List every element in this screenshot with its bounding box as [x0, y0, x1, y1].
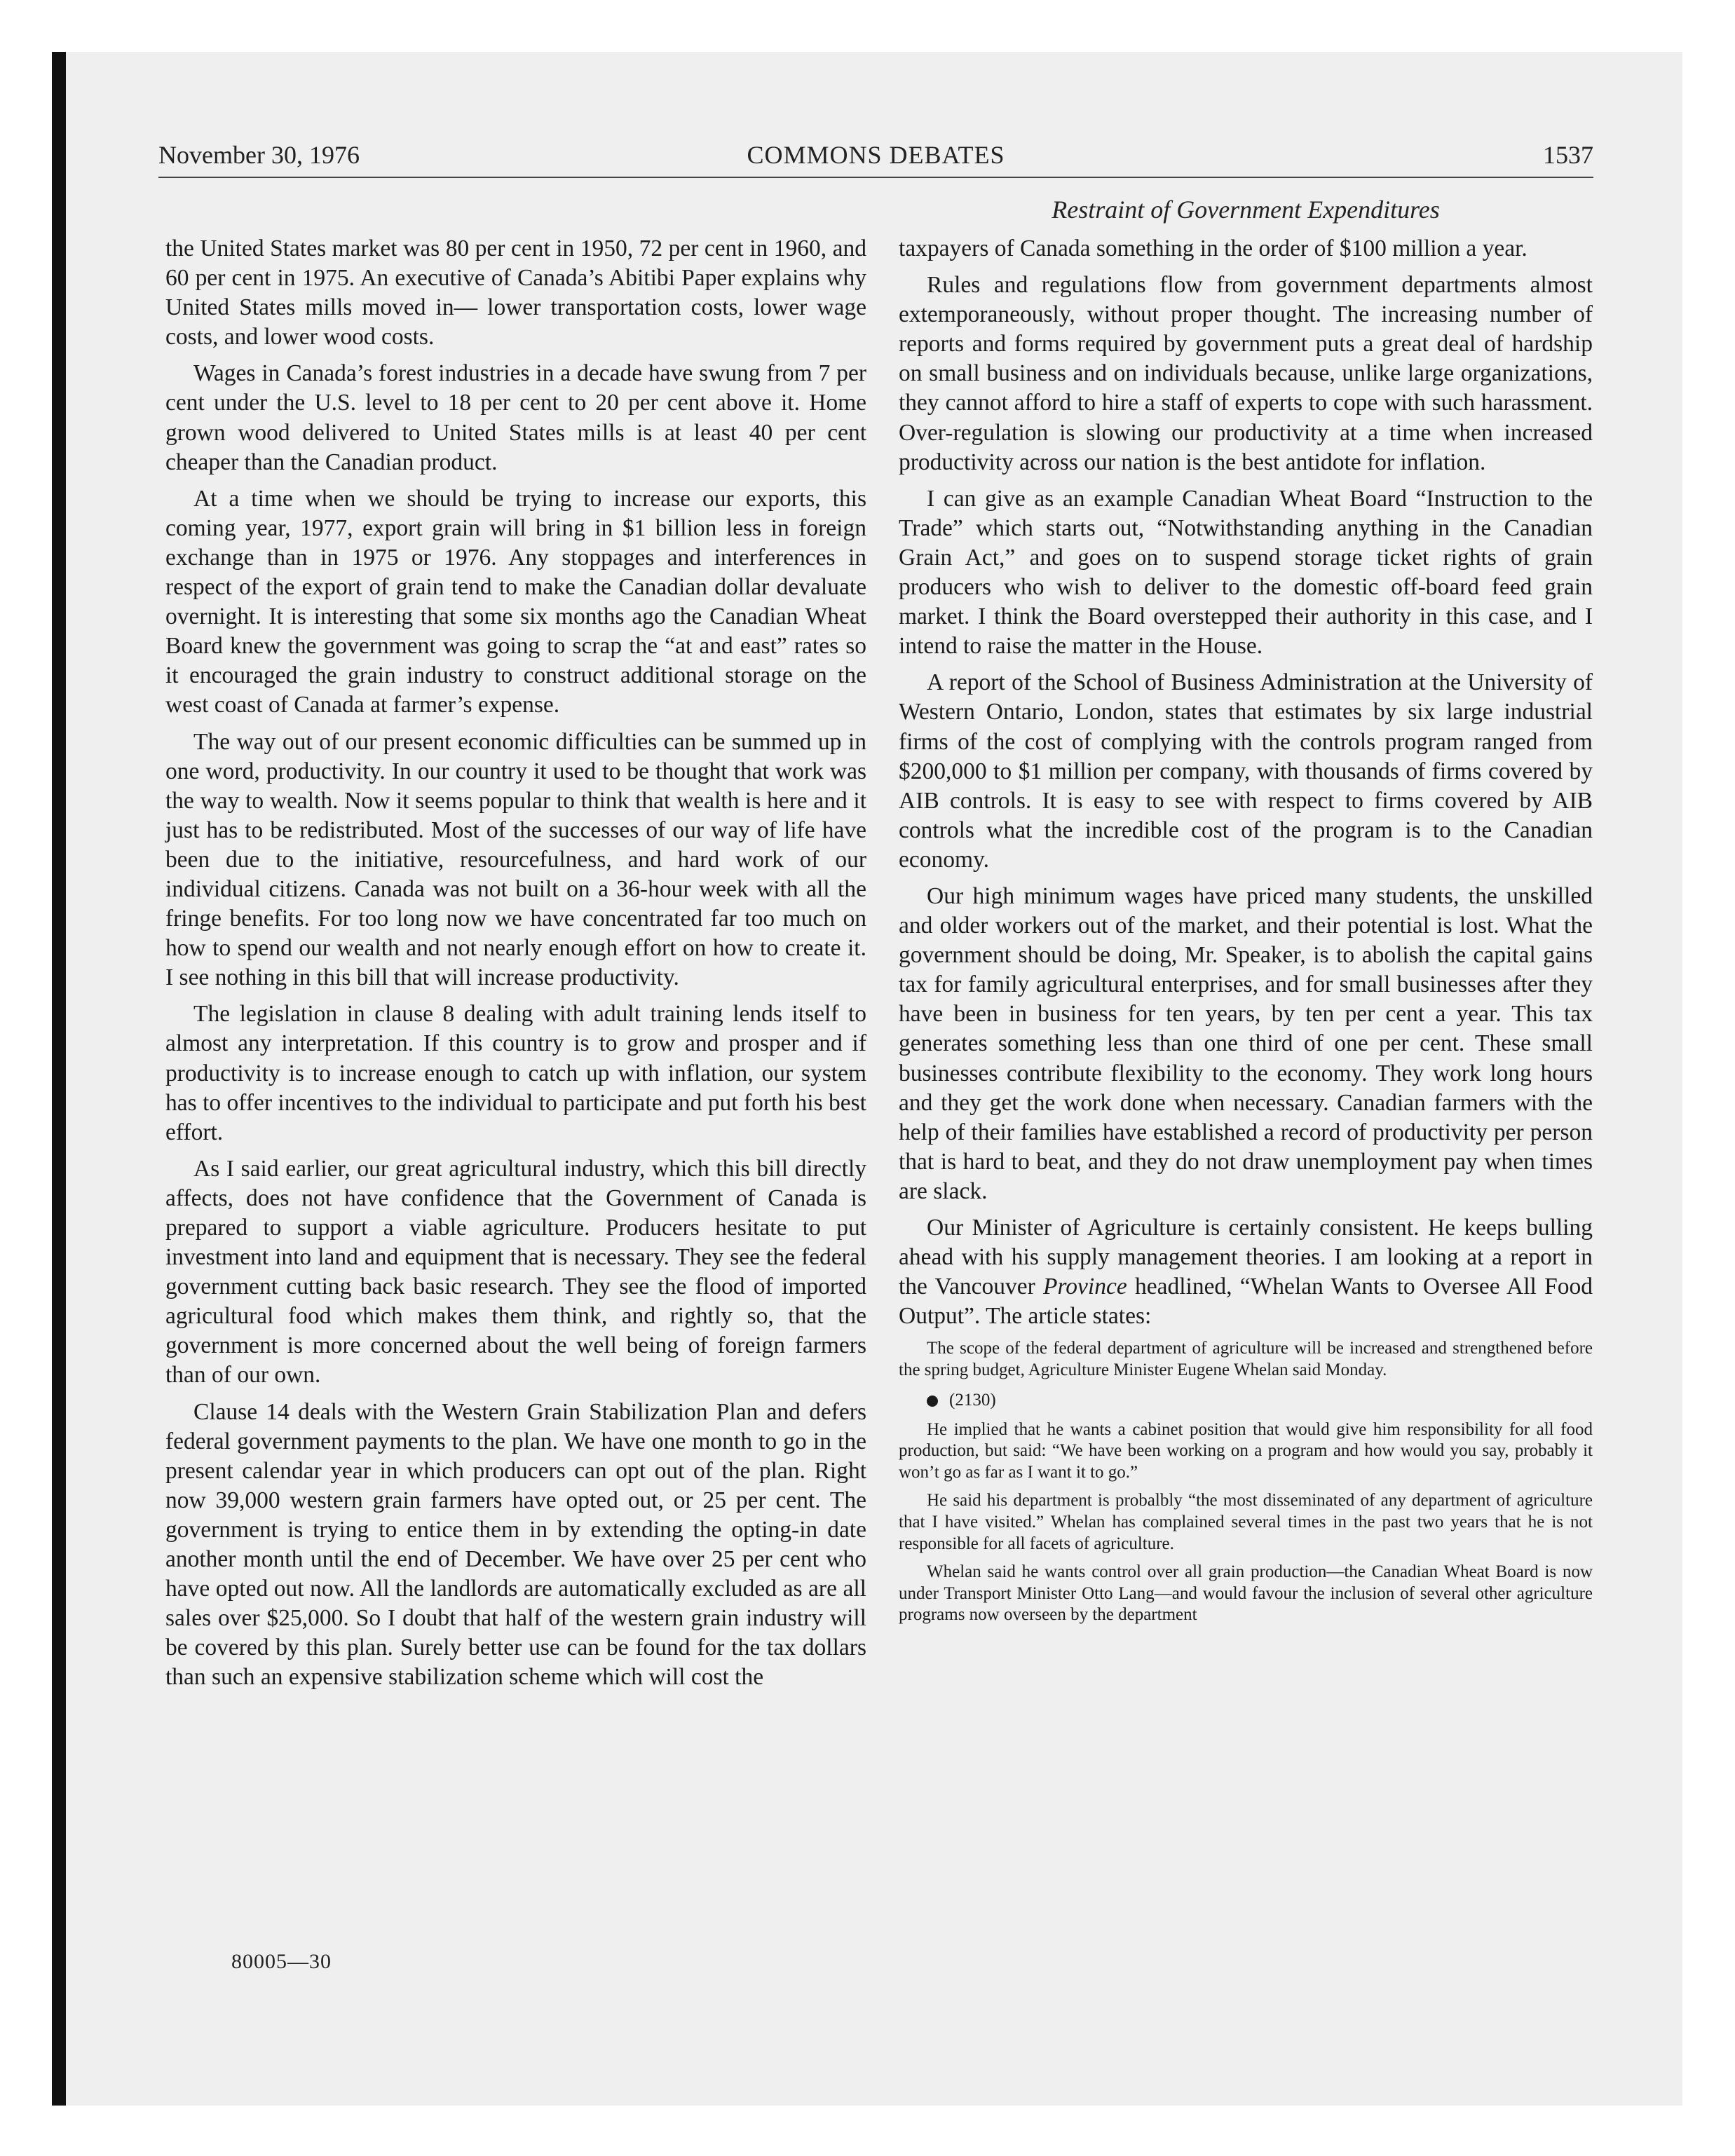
- time-marker-text: (2130): [949, 1390, 996, 1410]
- quoted-passage: Whelan said he wants control over all grain production—the Canadian Wheat Board is now under Transport Minister Otto Lang—and would favour the inclusion of several other agriculture programs now overseen by the department: [899, 1562, 1593, 1625]
- paragraph: A report of the School of Business Administration at the University of Western Ontario, London, states that estimates by six large industrial firms of the cost of complying with the controls program ranged from $200,000 to $1 million per company, with thousands of firms covered by AIB controls. It is easy to see with respect to firms covered by AIB controls what the incredible cost of the program is to the Canadian economy.: [899, 669, 1593, 873]
- paragraph: As I said earlier, our great agricultural industry, which this bill directly affects, does not have confidence that the Government of Canada is prepared to support a viable agriculture. Producers hesitate to put investment into land and equipment that is necessary. They see the federal government cutting back basic research. They see the flood of imported agricultural food which makes them think, and rightly so, that the government is more concerned about the well being of foreign farmers than of our own.: [165, 1155, 866, 1389]
- paragraph: Clause 14 deals with the Western Grain Stabilization Plan and defers federal government payments to the plan. We have one month to go in the present calendar year in which producers can opt out of the plan. Right now 39,000 western grain farmers have opted out, or 25 per cent. The government is trying to entice them in by extending the opting-in date another month until the end of December. We have over 25 per cent who have opted out now. All the landlords are automatically excluded as are all sales over $25,000. So I doubt that half of the western grain industry will be covered by this plan. Surely better use can be found for the tax dollars than such an expensive stabilization scheme which will cost the: [165, 1398, 866, 1691]
- header-rule: [158, 177, 1593, 178]
- scan-edge: [52, 52, 66, 2106]
- header-title: COMMONS DEBATES: [747, 141, 1005, 169]
- paragraph: The legislation in clause 8 dealing with adult training lends itself to almost any interpretation. If this country is to grow and prosper and if productivity is to increase enough to catch up with inflation, our system has to offer incentives to the individual to participate and put forth his best effort.: [165, 1001, 866, 1145]
- paragraph: Rules and regulations flow from government departments almost extemporaneously, without proper thought. The increasing number of reports and forms required by government puts a great deal of hardship on small business and on individuals because, unlike large organizations, they cannot afford to hire a staff of experts to cope with such harassment. Over-regulation is slowing our productivity at a time when increased productivity across our nation is the best antidote for inflation.: [899, 272, 1593, 475]
- paragraph-text: Our Minister of Agriculture is certainly consistent. He keeps bulling ahead with his supply management theories. I am looking at a report in the Vancouver: [899, 1215, 1593, 1300]
- section-subheading: Restraint of Government Expenditures: [1052, 196, 1440, 224]
- header-date: November 30, 1976: [158, 141, 360, 169]
- paragraph-text: headlined, “Whelan Wants to Oversee All Food Output”. The article states:: [899, 1274, 1593, 1330]
- quoted-passage: The scope of the federal department of agriculture will be increased and strengthened before the spring budget, Agriculture Minister Eugene Whelan said Monday.: [899, 1339, 1593, 1379]
- left-column: [165, 234, 866, 1700]
- paragraph: I can give as an example Canadian Wheat Board “Instruction to the Trade” which starts out, “Notwithstanding anything in the Canadian Grain Act,” and goes on to suspend storage ticket rights of grain producers who wish to deliver to the domestic off-board feed grain market. I think the Board overstepped their authority in this case, and I intend to raise the matter in the House.: [899, 485, 1593, 660]
- right-column: [899, 234, 1593, 1633]
- page-number: 1537: [1543, 141, 1593, 169]
- paragraph: the United States market was 80 per cent in 1950, 72 per cent in 1960, and 60 per cent in 1975. An executive of Canada’s Abitibi Paper explains why United States mills moved in— lower transportation costs, lower wage costs, and lower wood costs.: [165, 236, 866, 350]
- time-marker: [899, 1389, 1593, 1412]
- page-header: [158, 140, 1593, 178]
- footer-code: 80005—30: [231, 1950, 332, 1973]
- bullet-icon: [927, 1396, 938, 1407]
- paragraph: At a time when we should be trying to increase our exports, this coming year, 1977, export grain will bring in $1 billion less in foreign exchange than in 1975 or 1976. Any stoppages and interferences in respect of the export of grain tend to make the Canadian dollar devaluate overnight. It is interesting that some six months ago the Canadian Wheat Board knew the government was going to scrap the “at and east” rates so it encouraged the grain industry to construct additional storage on the west coast of Canada at farmer’s expense.: [165, 485, 866, 718]
- quoted-passage: He said his department is probalbly “the most disseminated of any department of agriculture that I have visited.” Whelan has complained several times in the past two years that he is not responsible for all facets of agriculture.: [899, 1491, 1593, 1553]
- minister-paragraph: [899, 1213, 1593, 1331]
- paragraph: Our high minimum wages have priced many students, the unskilled and older workers out of the market, and their potential is lost. What the government should be doing, Mr. Speaker, is to abolish the capital gains tax for family agricultural enterprises, and for small businesses after they have been in business for ten years, by ten per cent a year. This tax generates something less than one third of one per cent. These small businesses contribute flexibility to the economy. They work long hours and they get the work done when necessary. Canadian farmers with the help of their families have established a record of productivity per person that is hard to beat, and they do not draw unemployment pay when times are slack.: [899, 882, 1593, 1204]
- paragraph: Wages in Canada’s forest industries in a decade have swung from 7 per cent under the U.S. level to 18 per cent to 20 per cent above it. Home grown wood delivered to United States mills is at least 40 per cent cheaper than the Canadian product.: [165, 360, 866, 475]
- paragraph: taxpayers of Canada something in the order of $100 million a year.: [899, 236, 1528, 261]
- newspaper-name: Province: [1043, 1274, 1127, 1300]
- quoted-passage: He implied that he wants a cabinet position that would give him responsibility for all food production, but said: “We have been working on a program and how would you say, probably it won’t go as far as I want it to go.”: [899, 1419, 1593, 1482]
- paragraph: The way out of our present economic difficulties can be summed up in one word, productivity. In our country it used to be thought that work was the way to wealth. Now it seems popular to think that wealth is here and it just has to be redistributed. Most of the successes of our way of life have been due to the initiative, resourcefulness, and hard work of our individual citizens. Canada was not built on a 36-hour week with all the fringe benefits. For too long now we have concentrated far too much on how to spend our wealth and not nearly enough effort on how to create it. I see nothing in this bill that will increase productivity.: [165, 728, 866, 991]
